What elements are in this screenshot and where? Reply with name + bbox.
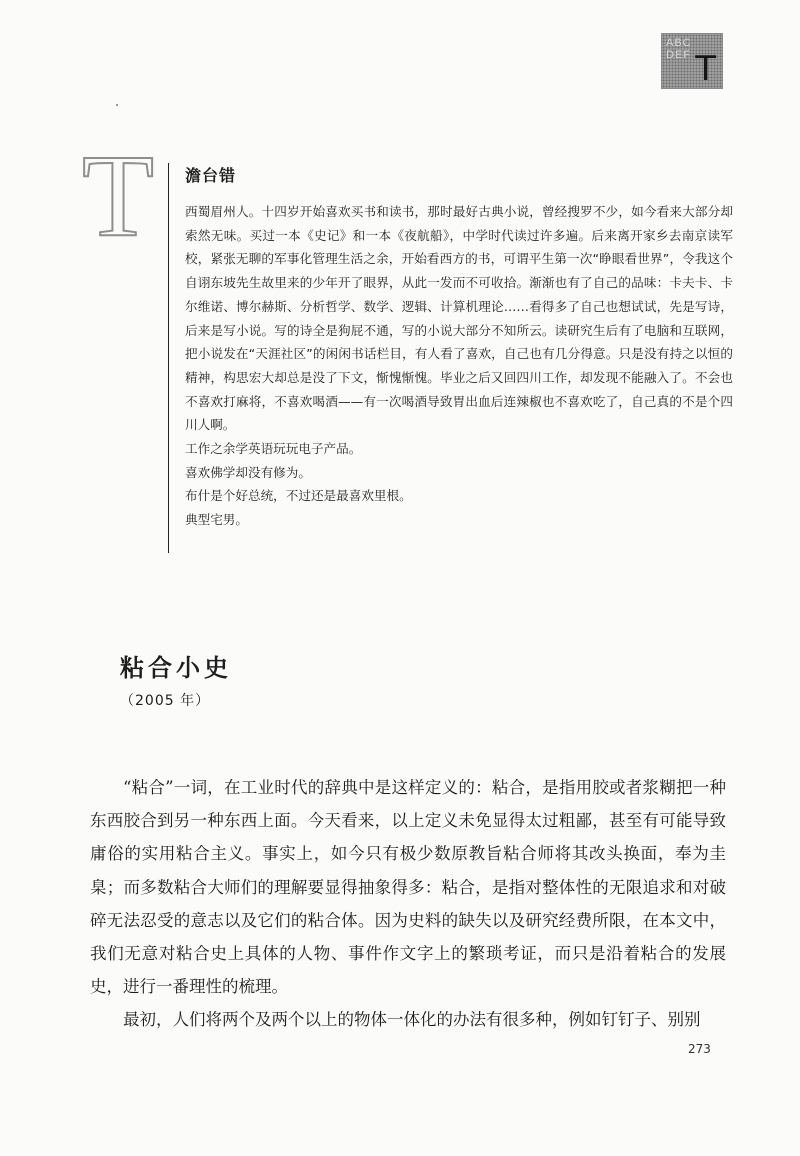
article-title: 粘合小史	[120, 653, 232, 682]
page-number: 273	[688, 1042, 711, 1056]
bio-paragraph: 喜欢佛学却没有修为。	[185, 464, 311, 480]
article-paragraph: “粘合”一词，在工业时代的辞典中是这样定义的：粘合，是指用胶或者浆糊把一种东西胶合到另一种东西上面。今天看来，以上定义未免显得太过粗鄙，甚至有可能导致庸俗的实用粘合主义。事实上，如今只有极少数原教旨粘合师将其改头换面，奉为圭臬；而多数粘合大师们的理解要显得抽象得多：粘合，是指对整体性的无限追求和对破碎无法忍受的意志以及它们的粘合体。因为史料的缺失以及研究经费所限，在本文中，我们无意对粘合史上具体的人物、事件作文字上的繁琐考证，而只是沿着粘合的发展史，进行一番理性的梳理。	[90, 778, 726, 997]
author-bio	[185, 200, 733, 532]
bio-divider-line	[168, 163, 169, 553]
article-body	[90, 771, 726, 1037]
author-name: 澹台错	[185, 166, 237, 185]
section-tab	[661, 33, 723, 89]
section-tab-letter: T	[695, 49, 716, 89]
article-paragraph: 最初，人们将两个及两个以上的物体一体化的办法有很多种，例如钉钉子、别别	[123, 1010, 701, 1030]
drop-cap-letter: T	[81, 130, 155, 261]
bio-paragraph: 工作之余学英语玩玩电子产品。	[185, 441, 362, 457]
bio-paragraph: 典型宅男。	[185, 512, 248, 528]
section-tab-ghost-text: ABC DEF	[666, 37, 692, 61]
bio-paragraph: 西蜀眉州人。十四岁开始喜欢买书和读书，那时最好古典小说，曾经搜罗不少，如今看来大部分却索然无味。买过一本《史记》和一本《夜航船》，中学时代读过许多遍。后来离开家乡去南京读军校，紧张无聊的军事化管理生活之余，开始看西方的书，可谓平生第一次“睁眼看世界”，令我这个自诩东坡先生故里来的少年开了眼界，从此一发而不可收拾。渐渐也有了自己的品味：卡夫卡、卡尔维诺、博尔赫斯、分析哲学、数学、逻辑、计算机理论……看得多了自己也想试试，先是写诗，后来是写小说。写的诗全是狗屁不通，写的小说大部分不知所云。读研究生后有了电脑和互联网，把小说发在“天涯社区”的闲闲书话栏目，有人看了喜欢，自己也有几分得意。只是没有持之以恒的精神，构思宏大却总是没了下文，惭愧惭愧。毕业之后又回四川工作，却发现不能融入了。不会也不喜欢打麻将，不喜欢喝酒——有一次喝酒导致胃出血后连辣椒也不喜欢吃了，自己真的不是个四川人啊。	[185, 204, 733, 433]
bio-paragraph: 布什是个好总统，不过还是最喜欢里根。	[185, 488, 412, 504]
scan-speck	[116, 104, 118, 106]
article-year: （2005 年）	[120, 693, 211, 709]
